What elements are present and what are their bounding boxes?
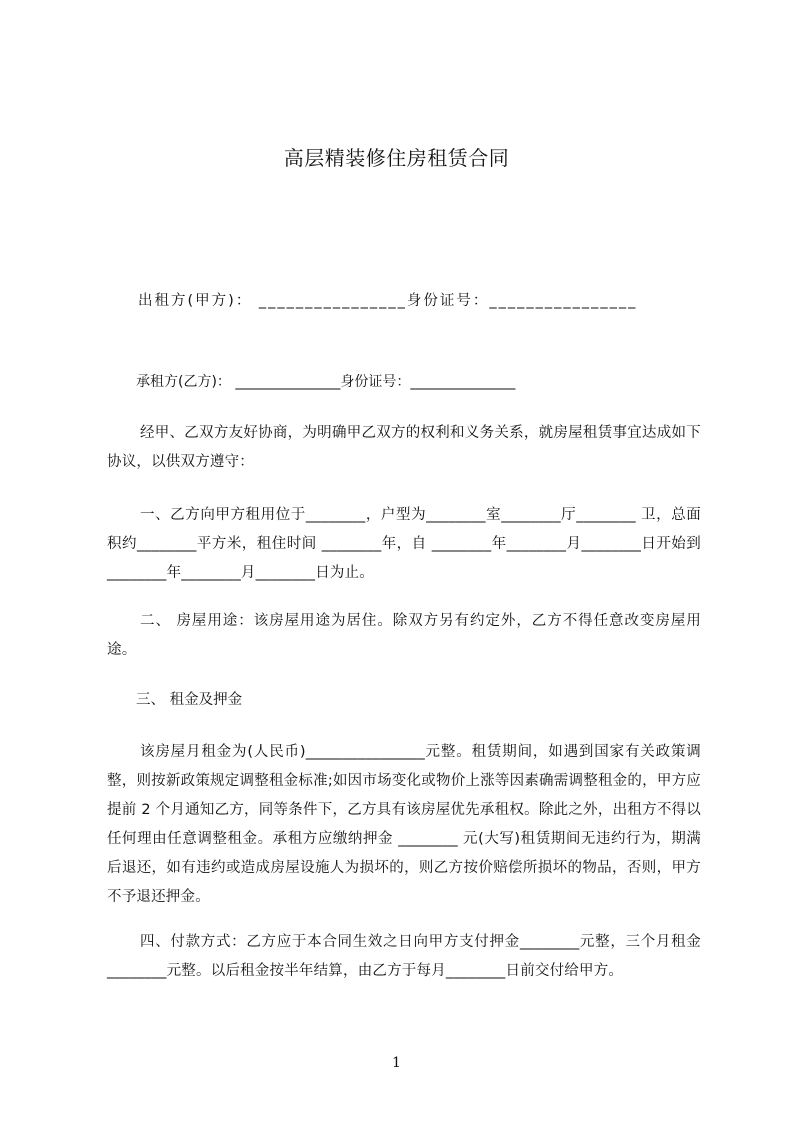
clause-three-heading: 三、 租金及押金 — [136, 692, 243, 708]
party-a-line: 出租方(甲方)： ________________身份证号：________________ — [138, 293, 638, 309]
document-title: 高层精装修住房租赁合同 — [283, 146, 510, 170]
clause-four-paragraph: 四、付款方式：乙方应于本合同生效之日向甲方支付押金________元整，三个月租金________元整。以后租金按半年结算，由乙方于每月________日前交付给甲方。 — [107, 934, 701, 979]
clause-two-paragraph: 二、 房屋用途：该房屋用途为居住。除双方另有约定外，乙方不得任意改变房屋用途。 — [107, 613, 701, 658]
clause-three-paragraph: 该房屋月租金为(人民币)________________元整。租赁期间，如遇到国家有关政策调整，则按新政策规定调整租金标准;如因市场变化或物价上涨等因素确需调整租金的，甲方应提前 2 个月通知乙方，同等条件下，乙方具有该房屋优先承租权。除此之外，出租方不得以任何理由任意调整租金。承租方应缴纳押金 ________ 元(大写)租赁期间无违约行为，期满后退还，如有违约或造成房屋设施人为损坏的，则乙方按价赔偿所损坏的物品，否则，甲方不予退还押金。 — [107, 744, 701, 905]
clause-one-paragraph: 一、乙方向甲方租用位于________，户型为________室________厅________ 卫，总面积约________平方米，租住时间 ________年，自 ________年________月________日开始到________年________月________日为止。 — [107, 507, 701, 581]
page-number: 1 — [392, 1055, 401, 1071]
party-b-line: 承租方(乙方)： _______________身份证号：_______________ — [136, 374, 516, 390]
intro-paragraph: 经甲、乙双方友好协商，为明确甲乙双方的权利和义务关系，就房屋租赁事宜达成如下协议，以供双方遵守： — [107, 425, 701, 470]
